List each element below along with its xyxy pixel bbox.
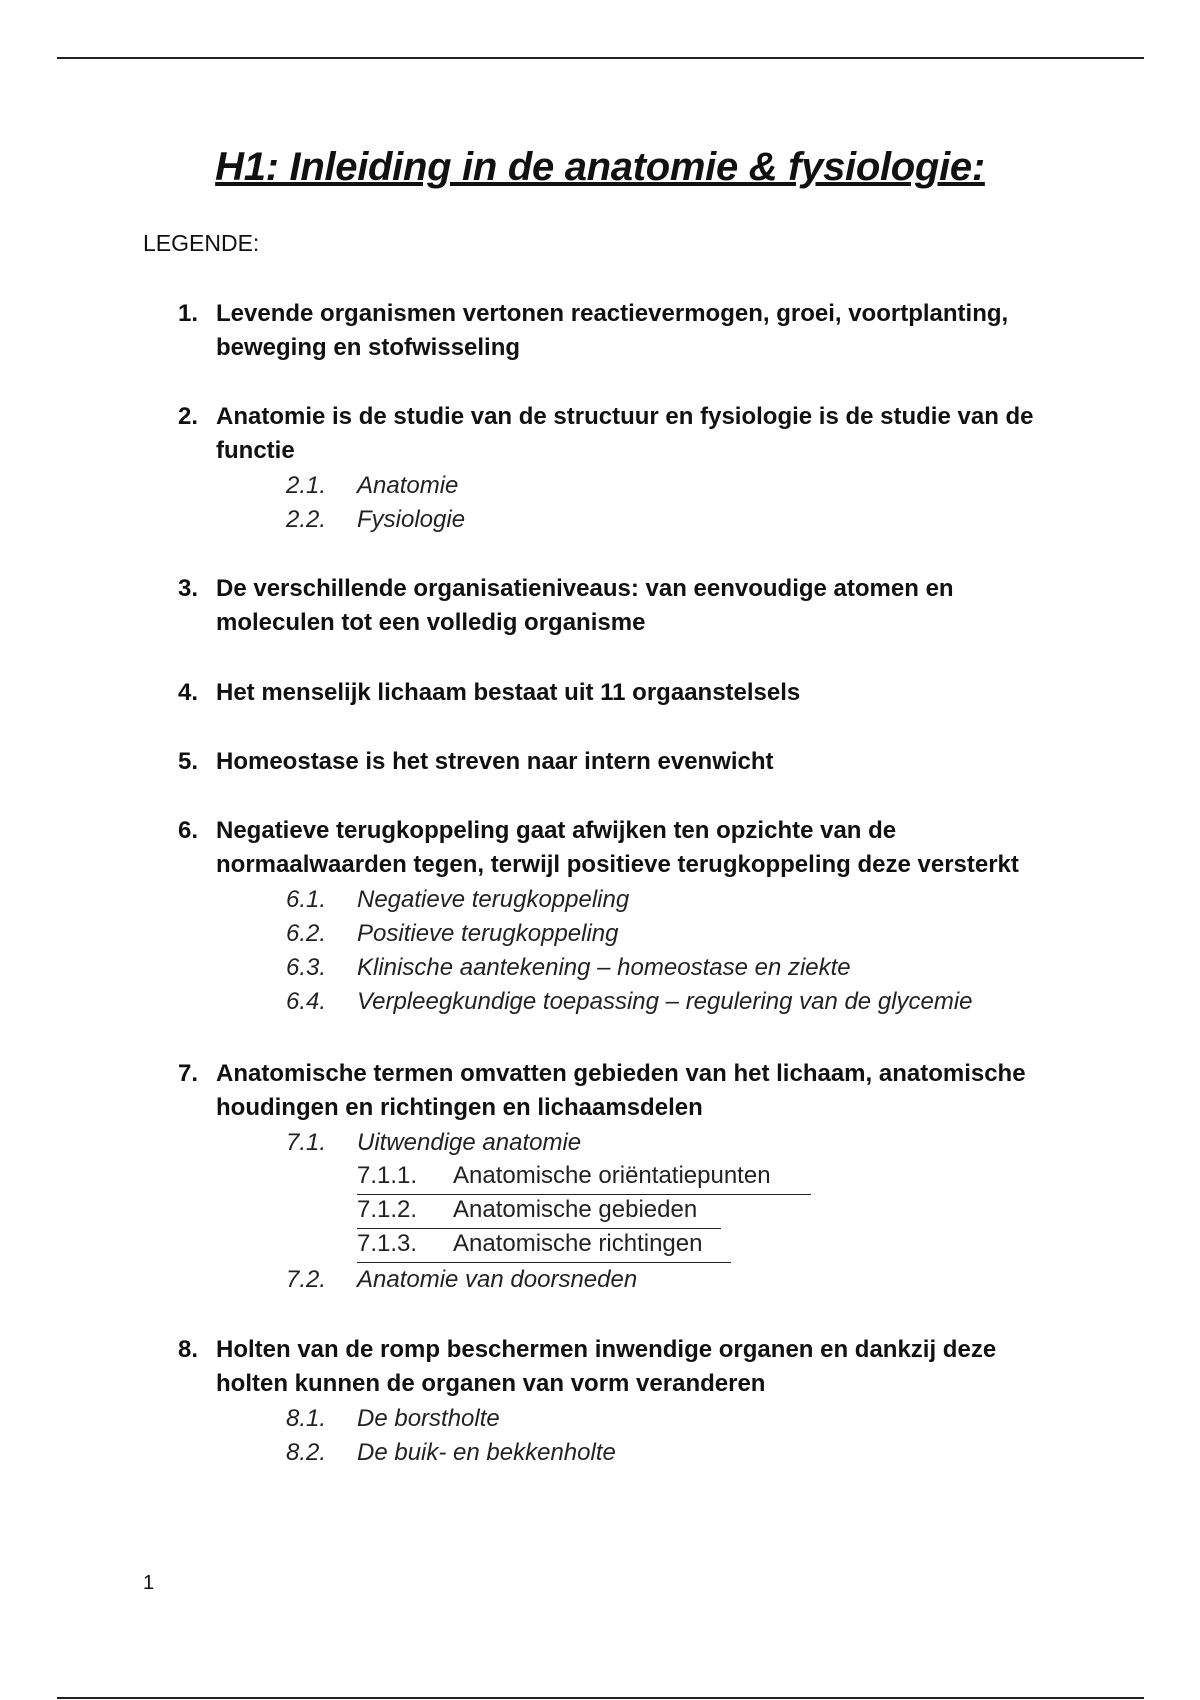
sub-sub-item-number: 7.1.3. (357, 1230, 418, 1257)
sub-item-text: Positieve terugkoppeling (357, 920, 619, 947)
item-text: Negatieve terugkoppeling gaat afwijken ten opzichte van de normaalwaarden tegen, terwijl positieve terugkoppeling deze versterkt (216, 817, 1019, 878)
item-text: Levende organismen vertonen reactievermogen, groei, voortplanting, beweging en stofwisseling (216, 300, 1009, 361)
sub-item (0, 1436, 1200, 1470)
footer-rule (57, 1697, 1144, 1699)
sub-item (0, 1263, 1200, 1297)
sub-sub-item-text: Anatomische richtingen (453, 1230, 703, 1257)
sub-sub-item (357, 1228, 731, 1263)
sub-item-number: 8.2. (286, 1439, 327, 1466)
item-number: 6. (178, 817, 199, 844)
sub-sub-item-text: Anatomische oriëntatiepunten (453, 1162, 771, 1189)
sub-item-text: De buik- en bekkenholte (357, 1439, 616, 1466)
sub-item-text: Fysiologie (357, 506, 466, 533)
legend-label: LEGENDE: (143, 230, 260, 256)
sub-item-text: Negatieve terugkoppeling (357, 886, 630, 913)
sub-item-number: 7.2. (286, 1266, 327, 1293)
item-number: 2. (178, 403, 199, 430)
item-text: De verschillende organisatieniveaus: van eenvoudige atomen en moleculen tot een volledig organisme (216, 575, 954, 636)
header-rule (57, 57, 1144, 59)
sub-sub-item (357, 1194, 721, 1229)
sub-sub-item-number: 7.1.2. (357, 1196, 418, 1223)
sub-item-text: Anatomie van doorsneden (357, 1266, 638, 1293)
sub-item-number: 6.1. (286, 886, 327, 913)
sub-item (0, 917, 1200, 951)
sub-item-number: 6.4. (286, 988, 327, 1015)
sub-item (0, 469, 1200, 503)
sub-sub-item-number: 7.1.1. (357, 1162, 418, 1189)
sub-item (0, 985, 1200, 1019)
sub-item-number: 2.1. (286, 472, 327, 499)
item-text: Het menselijk lichaam bestaat uit 11 orgaanstelsels (216, 679, 801, 706)
sub-item (0, 1126, 1200, 1160)
item-text: Anatomische termen omvatten gebieden van het lichaam, anatomische houdingen en richtingen en lichaamsdelen (216, 1060, 1026, 1121)
sub-item-text: Klinische aantekening – homeostase en ziekte (357, 954, 851, 981)
item-number: 4. (178, 679, 199, 706)
item-text: Holten van de romp beschermen inwendige organen en dankzij deze holten kunnen de organen van vorm veranderen (216, 1336, 997, 1397)
page-number: 1 (143, 1572, 155, 1594)
sub-item-text: Verpleegkundige toepassing – regulering van de glycemie (357, 988, 973, 1015)
item-text: Anatomie is de studie van de structuur en fysiologie is de studie van de functie (216, 403, 1034, 464)
item-text: Homeostase is het streven naar intern evenwicht (216, 748, 774, 775)
sub-sub-item-text: Anatomische gebieden (453, 1196, 698, 1223)
sub-item-number: 8.1. (286, 1405, 327, 1432)
sub-item-text: Anatomie (357, 472, 459, 499)
page-title: H1: Inleiding in de anatomie & fysiologie: (215, 145, 985, 189)
sub-item-text: De borstholte (357, 1405, 500, 1432)
sub-item-text: Uitwendige anatomie (357, 1129, 582, 1156)
item-number: 1. (178, 300, 199, 327)
sub-item-number: 7.1. (286, 1129, 327, 1156)
item-number: 7. (178, 1060, 199, 1087)
sub-sub-item (357, 1160, 811, 1195)
sub-item (0, 503, 1200, 537)
item-number: 8. (178, 1336, 199, 1363)
sub-item (0, 883, 1200, 917)
sub-item-number: 2.2. (286, 506, 327, 533)
item-number: 3. (178, 575, 199, 602)
sub-item (0, 1402, 1200, 1436)
sub-item-number: 6.2. (286, 920, 327, 947)
item-number: 5. (178, 748, 199, 775)
sub-item-number: 6.3. (286, 954, 327, 981)
sub-item (0, 951, 1200, 985)
